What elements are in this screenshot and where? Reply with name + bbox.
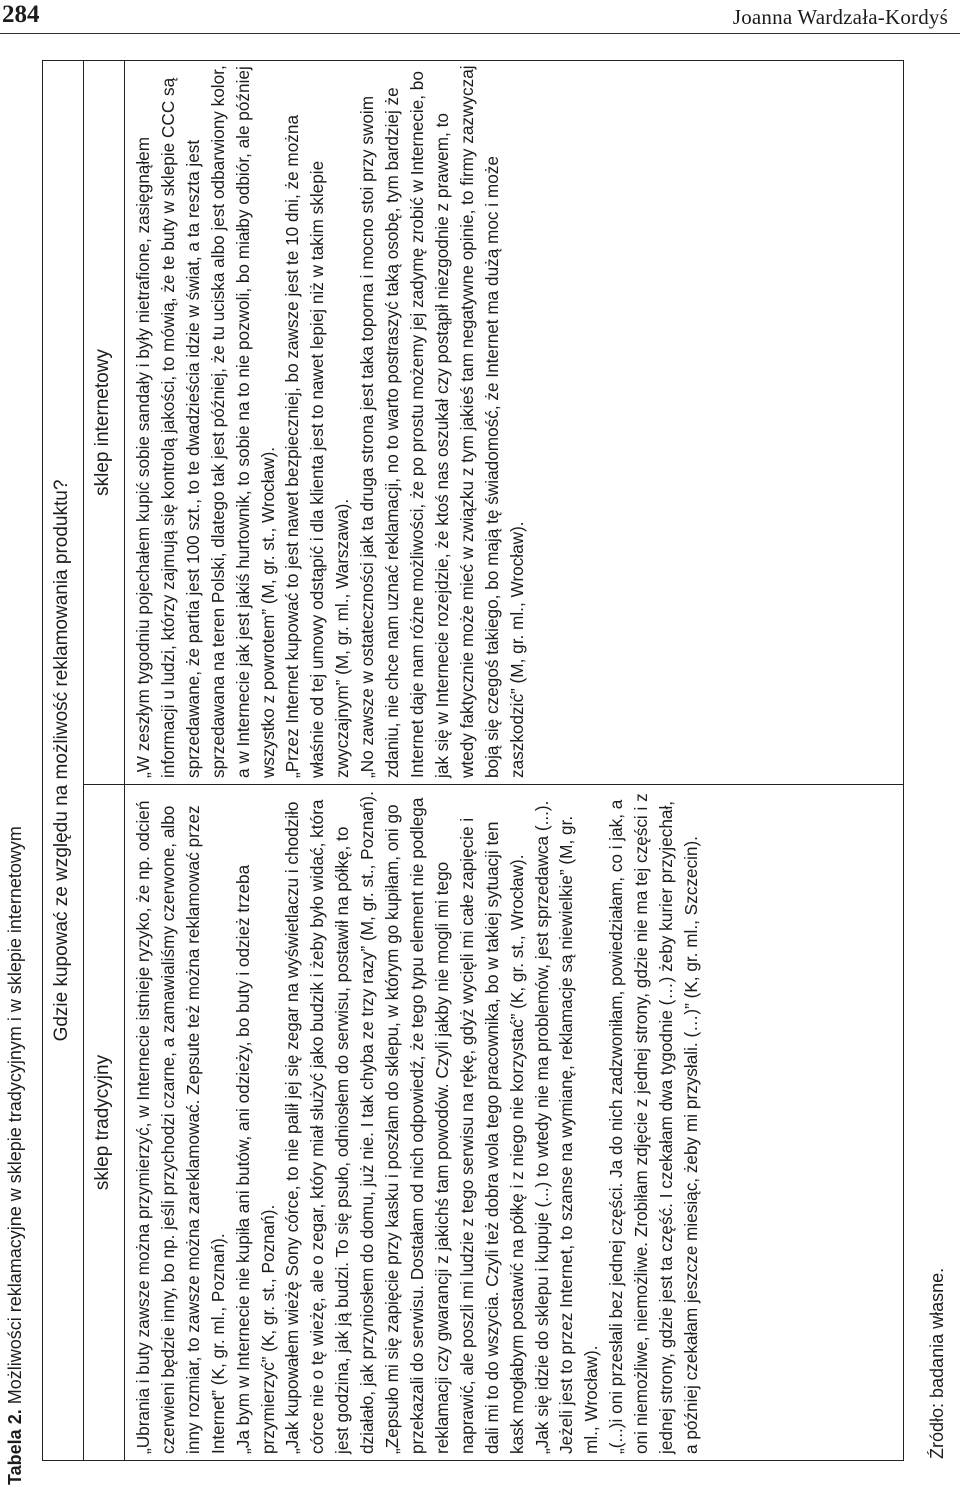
page-header	[0, 0, 960, 32]
table-body-row	[125, 61, 904, 1461]
table-caption-text: Możliwości reklamacyjne w sklepie tradycyjnym i w sklepie internetowym	[5, 826, 25, 1405]
rotated-page-body	[0, 37, 960, 1487]
table-question: Gdzie kupować ze względu na możliwość reklamowania produktu?	[43, 61, 84, 1461]
table-caption-label: Tabela 2.	[5, 1409, 25, 1485]
quote-traditional: „(...)i oni przesłali bez jednej części. Ja do nich zadzwoniłam, powiedziałam, co i jak, a oni niemożliwe, niemożliwe. Zrobiłam zdjęcie z jednej strony, gdzie nie ma tej części i z jednej strony, gdzie jest ta część. I czekałam dwa tygodnie (…) żeby kurier przyjechał, a później czekałam jeszcze miesiąc, żeby mi przysłali. (…)” (K, gr. ml., Szczecin).	[606, 793, 701, 1454]
column-header-internet: sklep internetowy	[84, 61, 125, 785]
internet-quotes-cell	[125, 61, 904, 785]
quote-internet: „Przez Internet kupować to jest nawet bezpieczniej, bo zawsze jest te 10 dni, że można właśnie od tej umowy odstąpić i dla klienta jest to nawet lepiej niż w takim sklepie zwyczajnym” (M, gr. ml., Warszawa).	[282, 114, 353, 778]
complaints-table	[42, 60, 904, 1461]
quote-traditional: „Jak się idzie do sklepu i kupuje (...) to wtedy nie ma problemów, jest sprzedawca (...). Jeżeli jest to przez Internet, to szanse na wymianę, reklamacje są niewielkie” (M, gr. ml., Wrocław).	[531, 800, 602, 1454]
column-header-traditional: sklep tradycyjny	[84, 785, 125, 1461]
quote-traditional: „Ja bym w Internecie nie kupiła ani butów, ani odzieży, bo buty i odzież trzeba przymierzyć” (K, gr. st., Poznań).	[232, 864, 278, 1454]
running-head: Joanna Wardzała-Kordyś	[732, 5, 948, 29]
quote-traditional: „Zepsuło mi się zapięcie przy kasku i poszłam do sklepu, w którym go kupiłam, oni go przekazali do serwisu. Dostałam od nich odpowiedź, że tego typu element nie podlega reklamacji czy gwarancji z jakichś tam powodów. Czyli jakby nie mogli mi tego naprawić, ale poszli mi ludzie z tego serwisu na rękę, gdyż wycięli mi całe zapięcie i dali mi to do wszycia. Czyli też dobra wola tego pracownika, bo w takiej sytuacji ten kask mogłabym postawić na półkę i z niego nie korzystać” (K, gr. st., Wrocław).	[382, 797, 527, 1454]
table-question-row	[43, 61, 84, 1461]
table-header-row	[84, 61, 125, 1461]
table-caption	[2, 826, 28, 1485]
quote-internet: „W zeszłym tygodniu pojechałem kupić sobie sandały i były nietrafione, zasięgnąłem informacji u ludzi, którzy zajmują się kontrolą jakości, to mówią, że te buty w sklepie CCC są sprzedawane, że partia jest 100 szt., to te dwadzieścia idzie w świat, a ta reszta jest sprzedawana na teren Polski, dlatego tak jest później, że tu uciska albo jest odbarwiony kolor, a w Internecie jak jest jakiś hurtownik, to sobie na to nie pozwoli, bo miałby odbiór, ale później wszystko z powrotem” (M, gr. st., Wrocław).	[133, 65, 278, 778]
header-rule	[0, 33, 960, 34]
traditional-quotes-cell	[125, 785, 904, 1461]
quote-traditional: „Ubrania i buty zawsze można przymierzyć, w Internecie istnieje ryzyko, że np. odcień czerwieni będzie inny, bo np. jeśli przychodzi czarne, a zamawialiśmy czerwone, albo inny rozmiar, to zawsze można zareklamować. Zepsute też można reklamować przez Internet” (K, gr. ml., Poznań).	[133, 800, 228, 1454]
page-number: 284	[2, 1, 40, 28]
quote-internet: „No zawsze w ostateczności jak ta druga strona jest taka toporna i mocno stoi przy swoim zdaniu, nie chce nam uznać reklamacji, no to warto postraszyć taką osobę, tym bardziej że Internet daje nam różne możliwości, że po prostu możemy jej zadymę zrobić w Internecie, bo jak się w Internecie rozejdzie, że ktoś nas oszukał czy postąpił niezgodnie z prawem, to wtedy faktycznie może mieć w związku z tym jakieś tam negatywne opinie, to firmy zazwyczaj boją się czegoś takiego, bo mają tę świadomość, że Internet ma dużą moc i może zaszkodzić” (M, gr. ml., Wrocław).	[357, 65, 527, 778]
table-source-note: Źródło: badania własne.	[927, 1267, 947, 1459]
quote-traditional: „Jak kupowałem wieżę Sony córce, to nie palił jej się zegar na wyświetlaczu i chodziło córce nie o tę wieżę, ale o zegar, który miał służyć jako budzik i żeby było widać, która jest godzina, jak ją budzi. To się psuło, odniosłem do serwisu, postawił na półkę, to działało, jak przyniosłem do domu, już nie. I tak chyba ze trzy razy” (M, gr. st., Poznań).	[282, 791, 378, 1454]
